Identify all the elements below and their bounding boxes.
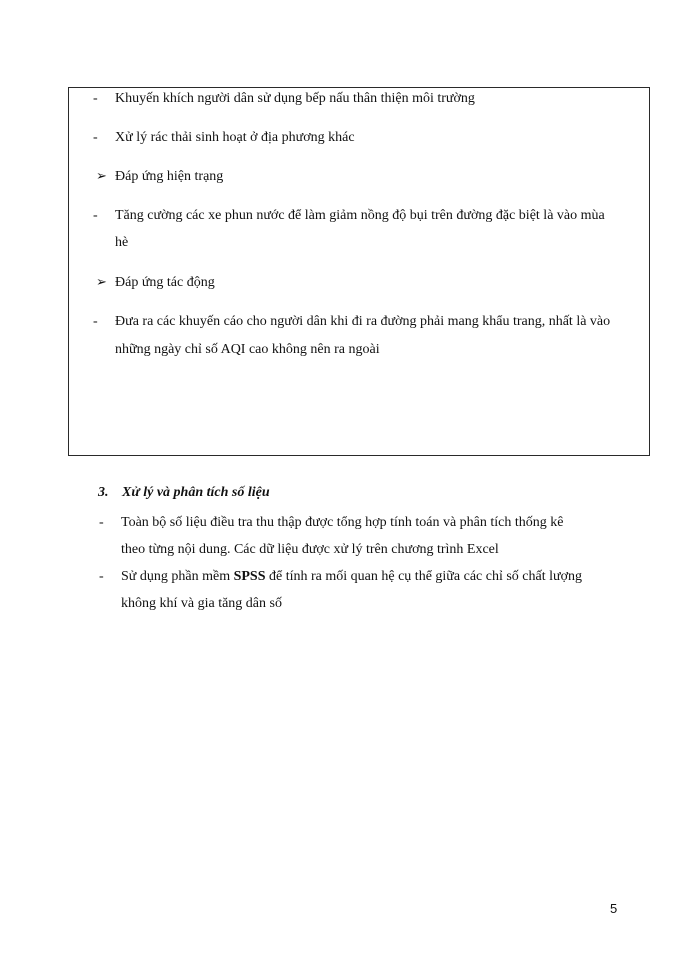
section-title: Xử lý và phân tích số liệu <box>122 485 270 500</box>
paragraph-text-line1: Toàn bộ số liệu điều tra thu thập được tổng hợp tính toán và phân tích thống kê <box>121 515 564 530</box>
bordered-text-box <box>68 87 650 456</box>
list-item-text: Khuyến khích người dân sử dụng bếp nấu thân thiện môi trường <box>115 91 475 106</box>
list-item-text-line1: Đưa ra các khuyến cáo cho người dân khi đi ra đường phải mang khẩu trang, nhất là vào <box>115 314 611 329</box>
section-number: 3. <box>98 485 109 500</box>
dash-bullet: - <box>93 314 98 329</box>
arrow-heading-text: Đáp ứng tác động <box>115 275 215 290</box>
paragraph-text-line1 <box>121 563 582 590</box>
dash-bullet: - <box>93 130 98 145</box>
list-item-text-line1: Tăng cường các xe phun nước để làm giảm nồng độ bụi trên đường đặc biệt là vào mùa <box>115 208 605 223</box>
arrow-bullet-icon: ➢ <box>96 275 107 290</box>
paragraph-text-line2: theo từng nội dung. Các dữ liệu được xử lý trên chương trình Excel <box>121 542 499 557</box>
list-item-text-line2: hè <box>115 235 129 250</box>
page-number: 5 <box>610 901 618 916</box>
text-run: Sử dụng phần mềm <box>121 569 234 584</box>
list-item-text: Xử lý rác thải sinh hoạt ở địa phương khác <box>115 130 355 145</box>
arrow-bullet-icon: ➢ <box>96 169 107 184</box>
dash-bullet: - <box>99 515 104 530</box>
dash-bullet: - <box>93 208 98 223</box>
dash-bullet: - <box>93 91 98 106</box>
list-item-text-line2: những ngày chỉ số AQI cao không nên ra ngoài <box>115 342 380 357</box>
software-name: SPSS <box>233 569 266 584</box>
arrow-heading-text: Đáp ứng hiện trạng <box>115 169 224 184</box>
text-run: để tính ra mối quan hệ cụ thể giữa các chỉ số chất lượng <box>265 569 582 584</box>
section-heading <box>98 485 270 501</box>
paragraph-text-line2: không khí và gia tăng dân số <box>121 596 282 611</box>
dash-bullet: - <box>99 569 104 584</box>
